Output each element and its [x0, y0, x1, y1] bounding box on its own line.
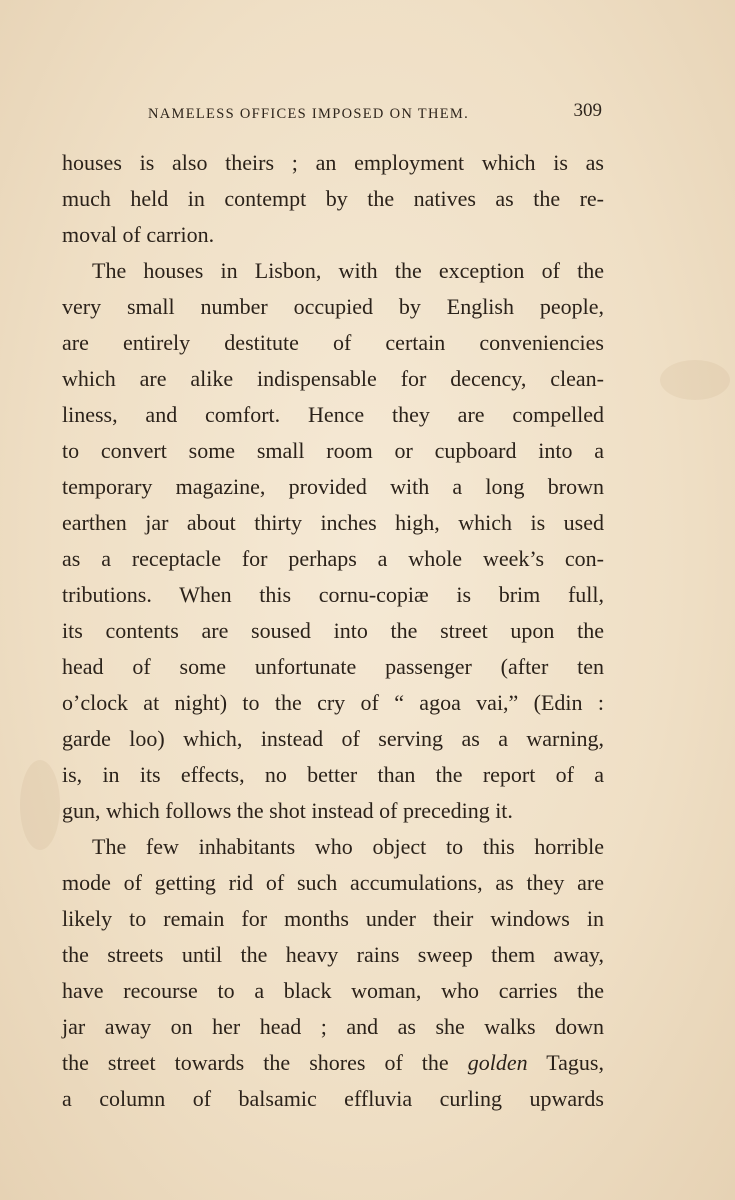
paragraph-start-line: The few inhabitants who object to this horrible — [92, 834, 604, 859]
text-line: much held in contempt by the natives as the re- — [62, 186, 604, 211]
text-fragment: the street towards the shores of the — [62, 1050, 449, 1075]
text-line: earthen jar about thirty inches high, which is used — [62, 510, 604, 535]
text-line: very small number occupied by English people, — [62, 294, 604, 319]
text-line: as a receptacle for perhaps a whole week’s con- — [62, 546, 604, 571]
text-line: moval of carrion. — [62, 222, 215, 247]
running-title: NAMELESS OFFICES IMPOSED ON THEM. — [148, 106, 469, 122]
text-fragment: Tagus, — [546, 1050, 604, 1075]
text-line: its contents are soused into the street upon the — [62, 618, 604, 643]
text-line: gun, which follows the shot instead of preceding it. — [62, 798, 513, 823]
paper-stain — [20, 760, 60, 850]
text-line: which are alike indispensable for decency, clean- — [62, 366, 604, 391]
text-line: likely to remain for months under their windows in — [62, 906, 604, 931]
text-line: temporary magazine, provided with a long brown — [62, 474, 604, 499]
text-line: liness, and comfort. Hence they are compelled — [62, 402, 604, 427]
text-line: the streets until the heavy rains sweep them away, — [62, 942, 604, 967]
running-head — [62, 100, 602, 130]
text-line-with-italic — [62, 1045, 604, 1081]
text-line: tributions. When this cornu-copiæ is brim full, — [62, 582, 604, 607]
text-line: o’clock at night) to the cry of “ agoa vai,” (Edin : — [62, 690, 604, 715]
text-line: to convert some small room or cupboard into a — [62, 438, 604, 463]
body-text — [62, 145, 604, 1117]
text-line: houses is also theirs ; an employment which is as — [62, 150, 604, 175]
paper-stain — [660, 360, 730, 400]
paragraph-start-line: The houses in Lisbon, with the exception of the — [92, 258, 604, 283]
text-line: a column of balsamic effluvia curling upwards — [62, 1086, 604, 1111]
text-line: jar away on her head ; and as she walks down — [62, 1014, 604, 1039]
text-line: mode of getting rid of such accumulations, as they are — [62, 870, 604, 895]
text-line: are entirely destitute of certain conveniencies — [62, 330, 604, 355]
text-line: garde loo) which, instead of serving as a warning, — [62, 726, 604, 751]
text-line: have recourse to a black woman, who carries the — [62, 978, 604, 1003]
italic-word: golden — [467, 1050, 528, 1075]
page-number: 309 — [573, 100, 602, 121]
text-line: head of some unfortunate passenger (after ten — [62, 654, 604, 679]
text-line: is, in its effects, no better than the report of a — [62, 762, 604, 787]
